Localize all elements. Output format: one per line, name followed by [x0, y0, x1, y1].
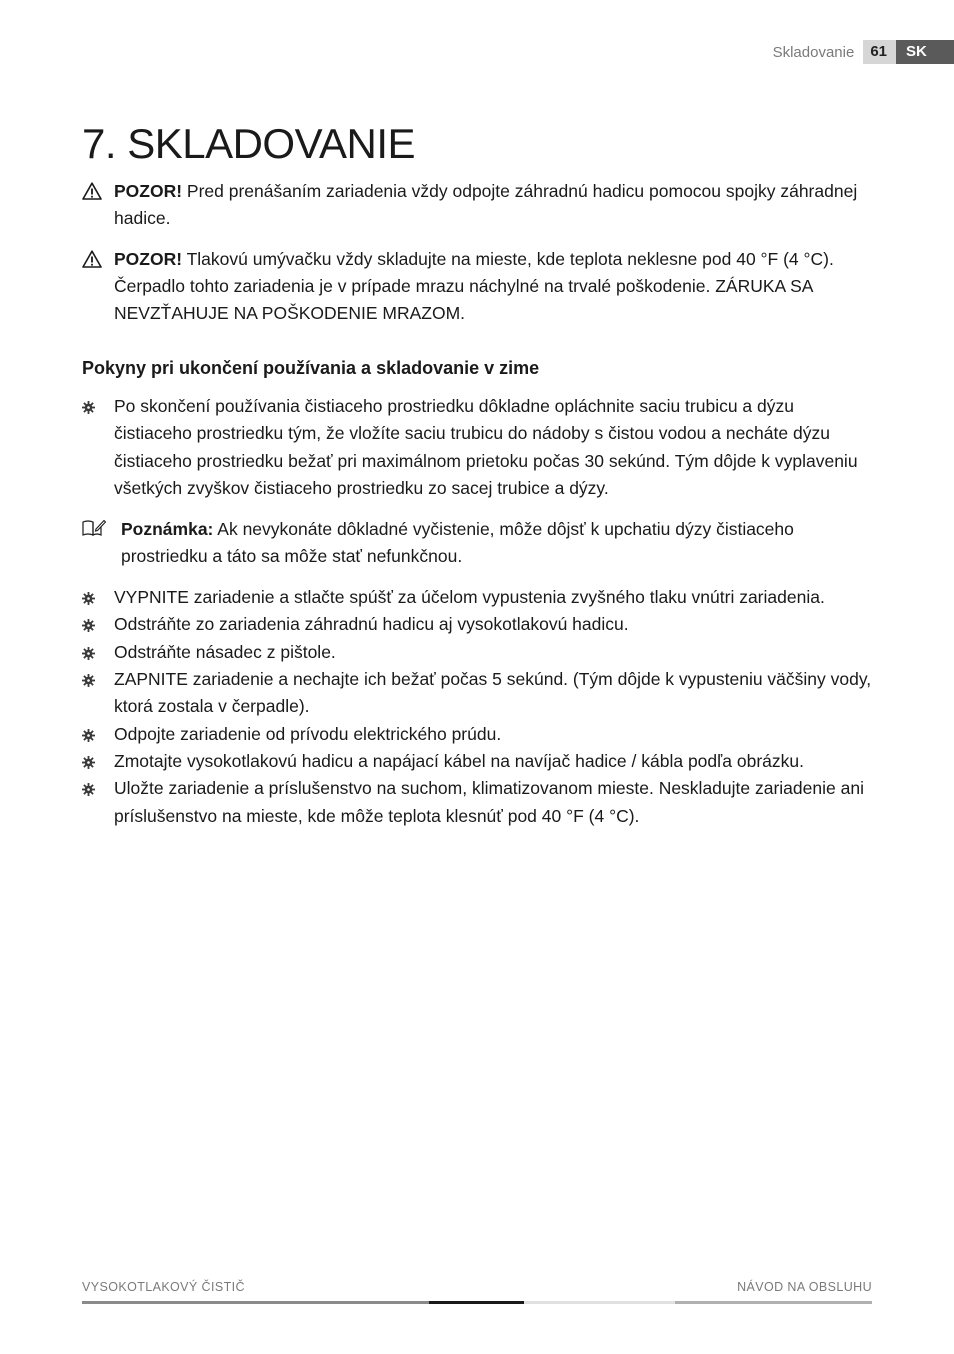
list-item	[82, 393, 872, 502]
page-title: 7. SKLADOVANIE	[82, 120, 416, 167]
footer-product-name: VYSOKOTLAKOVÝ ČISTIČ	[82, 1280, 245, 1294]
note-block	[82, 516, 872, 570]
gear-bullet-icon	[82, 401, 95, 414]
list-item	[82, 639, 872, 666]
gear-bullet-icon	[82, 756, 95, 769]
gear-bullet-icon	[82, 674, 95, 687]
gear-bullet-icon	[82, 783, 95, 796]
list-item	[82, 775, 872, 830]
section-subheading: Pokyny pri ukončení používania a skladovanie v zime	[82, 358, 540, 378]
warning-item	[82, 178, 872, 232]
gear-bullet-icon	[82, 592, 95, 605]
warning-label: POZOR!	[114, 181, 183, 201]
list-item	[82, 666, 872, 721]
footer-rule-segment-1	[82, 1301, 429, 1304]
warning-text: Tlakovú umývačku vždy skladujte na mieste, kde teplota neklesne pod 40 °F (4 °C). Čerpadlo tohto zariadenia je v prípade mrazu náchylné na trvalé poškodenie. ZÁRUKA SA NEVZŤAHUJE NA POŠKODENIE MRAZOM.	[114, 249, 834, 323]
page-header	[773, 40, 954, 64]
note-label: Poznámka:	[121, 519, 214, 540]
list-item-text: Po skončení používania čistiaceho prostriedku dôkladne opláchnite saciu trubicu a dýzu čistiaceho prostriedku tým, že vložíte saciu trubicu do nádoby s čistou vodou a necháte dýzu čistiaceho prostriedku bežať pri maximálnom prietoku počas 30 sekúnd. Tým dôjde k vyplaveniu všetkých zvyškov čistiaceho prostriedku zo sacej trubice a dýzy.	[114, 396, 858, 498]
warning-label: POZOR!	[114, 249, 183, 269]
list-item-text: Zmotajte vysokotlakovú hadicu a napájací kábel na navíjač hadice / kábla podľa obrázku.	[114, 750, 804, 771]
list-item-text: Odstráňte zo zariadenia záhradnú hadicu aj vysokotlakovú hadicu.	[114, 614, 629, 635]
list-item	[82, 584, 872, 611]
gear-bullet-icon	[82, 729, 95, 742]
warning-text: Pred prenášaním zariadenia vždy odpojte záhradnú hadicu pomocou spojky záhradnej hadice.	[114, 181, 858, 228]
list-item-text: Odstráňte násadec z pištole.	[114, 641, 336, 662]
list-item-text: Uložte zariadenie a príslušenstvo na suchom, klimatizovanom mieste. Neskladujte zariadenie ani príslušenstvo na mieste, kde môže teplota klesnúť pod 40 °F (4 °C).	[114, 778, 864, 826]
footer-rule-segment-2	[429, 1301, 524, 1304]
list-item-text: ZAPNITE zariadenie a nechajte ich bežať počas 5 sekúnd. (Tým dôjde k vypusteniu väčšiny vody, ktorá zostala v čerpadle).	[114, 669, 872, 717]
page-content	[82, 118, 872, 830]
language-badge: SK	[896, 40, 954, 64]
footer-rule-segment-3	[524, 1301, 675, 1304]
bullet-list-top	[82, 393, 872, 502]
page-number: 61	[863, 40, 896, 64]
footer-rule-segment-4	[675, 1301, 872, 1304]
bullet-list-main	[82, 584, 872, 830]
warning-triangle-icon	[82, 182, 102, 200]
footer-manual-label: NÁVOD NA OBSLUHU	[737, 1280, 872, 1294]
note-text: Ak nevykonáte dôkladné vyčistenie, môže dôjsť k upchatiu dýzy čistiaceho prostriedku a táto sa môže stať nefunkčnou.	[121, 519, 794, 567]
list-item	[82, 611, 872, 638]
gear-bullet-icon	[82, 619, 95, 632]
warnings-block	[82, 178, 872, 327]
warning-item	[82, 246, 872, 327]
list-item	[82, 748, 872, 775]
list-item-text: VYPNITE zariadenie a stlačte spúšť za účelom vypustenia zvyšného tlaku vnútri zariadenia.	[114, 587, 825, 608]
list-item-text: Odpojte zariadenie od prívodu elektrického prúdu.	[114, 723, 502, 744]
open-book-pencil-icon	[82, 519, 106, 537]
header-section-name: Skladovanie	[772, 43, 855, 61]
warning-triangle-icon	[82, 250, 102, 268]
gear-bullet-icon	[82, 647, 95, 660]
list-item	[82, 721, 872, 748]
